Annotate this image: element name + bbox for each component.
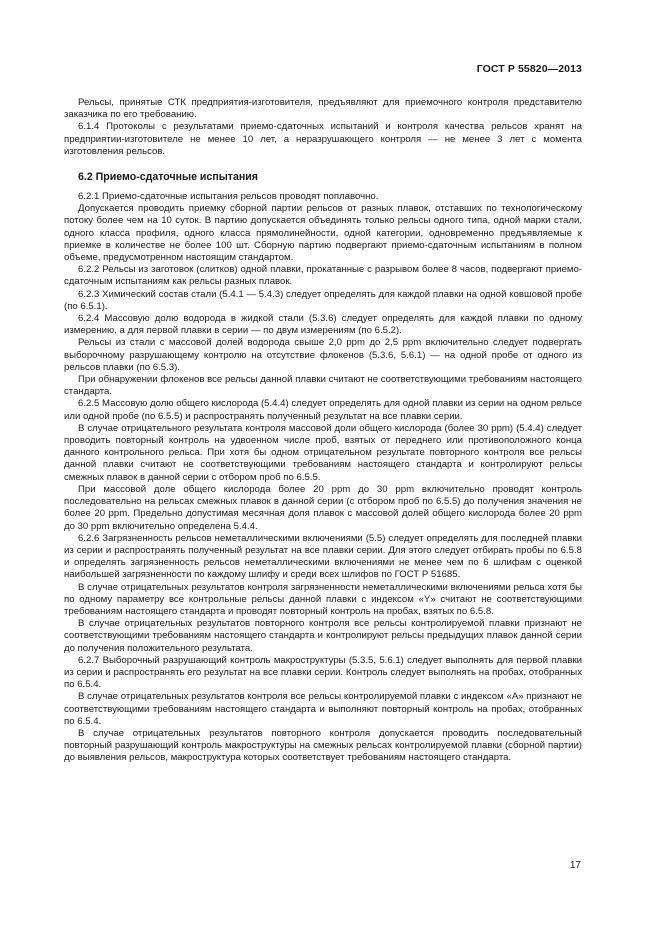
paragraph: При массовой доле общего кислорода более 20 ppm до 30 ppm включительно проводят контроль последовательно на рельсах смежных плавок в данной серии (с отбором проб по 6.5.5) до получения значения не более 20 ppm. Предельно допустимая месячная доля плавок с массовой долей общего кислорода более 20 ppm до 30 ppm включительно определена 5.4.4.	[64, 483, 582, 532]
paragraph: В случае отрицательных результатов повторного контроля все рельсы контролируемой плавки признают не соответствующими требованиям настоящего стандарта и контролируют рельсы предыдущих плавок данной серии до получения положительного результата.	[64, 618, 582, 654]
paragraph: 6.2.1 Приемо-сдаточные испытания рельсов проводят поплавочно.	[78, 191, 379, 203]
paragraph: 6.2.7 Выборочный разрушающий контроль макроструктуры (5.3.5, 5.6.1) следует выполнять для первой плавки из серии и распространять его результат на все плавки серии. Контроль следует выполнять на пробах, отобранных по 6.5.4.	[64, 654, 582, 691]
paragraph: 6.1.4 Протоколы с результатами приемо-сдаточных испытаний и контроля качества рельсов хранят на предприятии-изготовителе не менее 10 лет, а неразрушающего контроля — не менее 3 лет с момента изготовления рельсов.	[64, 121, 582, 157]
section-heading: 6.2 Приемо-сдаточные испытания	[78, 171, 258, 184]
paragraph: 6.2.3 Химический состав стали (5.4.1 — 5.4.3) следует определять для каждой плавки на одной ковшовой пробе (по 6.5.1).	[64, 288, 582, 312]
paragraph: При обнаружении флокенов все рельсы данной плавки считают не соответствующими требованиям настоящего стандарта.	[64, 374, 582, 398]
paragraph: 6.2.2 Рельсы из заготовок (слитков) одной плавки, прокатанные с разрывом более 8 часов, подвергают приемо-сдаточным испытаниям как рельсы разных плавок.	[64, 264, 582, 288]
paragraph: Допускается проводить приемку сборной партии рельсов от разных плавок, отставших по технологическому потоку более чем на 10 суток. В партию допускается объединять только рельсы одного типа, одной марки стали, одного класса профиля, одного класса прямолинейности, одной категории, одновременно предъявляемые к приемке в количестве не более 100 шт. Сборную партию подвергают приемо-сдаточным испытаниям в полном объеме, предусмотренном настоящим стандартом.	[64, 203, 582, 264]
paragraph: В случае отрицательных результатов повторного контроля допускается проводить последовательный повторный разрушающий контроль макроструктуры на смежных рельсах контролируемой плавки (сборной партии) до выявления рельсов, макроструктура которых соответствует требованиям настоящего стандарта.	[64, 727, 582, 764]
paragraph: В случае отрицательных результатов контроля загрязненности неметаллическими включениями рельса хотя бы по одному параметру все контрольные рельсы данной плавки с индексом «Y» считают не соответствующими требованиям настоящего стандарта и проводят повторный контроль на пробах, взятых по 6.5.8.	[64, 581, 582, 617]
page-number: 17	[569, 860, 581, 871]
paragraph: 6.2.5 Массовую долю общего кислорода (5.4.4) следует определять для одной плавки из серии на одном рельсе или одной пробе (по 6.5.5) и распространять полученный результат на все плавки серии.	[64, 398, 582, 422]
paragraph: Рельсы, принятые СТК предприятия-изготовителя, предъявляют для приемочного контроля представителю заказчика по его требованию.	[64, 97, 582, 121]
paragraph: В случае отрицательного результата контроля массовой доли общего кислорода (более 30 ppm) (5.4.4) следует проводить повторный контроль на удвоенном числе проб, взятых от переднего или противоположного конца данного контрольного рельса. При хотя бы одном отрицательном результате повторного контроля все рельсы данной плавки считают не соответствующими требованиям настоящего стандарта и контролируют рельсы смежных плавок в данной серии с отбором проб по 6.5.5.	[64, 422, 582, 483]
document-header-id: ГОСТ Р 55820—2013	[476, 63, 582, 75]
page-content	[64, 97, 582, 765]
paragraph: 6.2.6 Загрязненность рельсов неметаллическими включениями (5.5) следует определять для последней плавки из серии и распространять полученный результат на все плавки серии. Для этого следует отбирать пробы по 6.5.8 и определять загрязненность рельсов неметаллическими включениями не менее чем по 6 шлифам с оценкой наибольшей загрязненности по каждому шлифу и среди всех шлифов по ГОСТ Р 51685.	[64, 532, 582, 581]
paragraph: 6.2.4 Массовую долю водорода в жидкой стали (5.3.6) следует определять для каждой плавки по одному измерению, а для первой плавки в серии — по двум измерениям (по 6.5.2).	[64, 313, 582, 337]
paragraph: В случае отрицательных результатов контроля все рельсы контролируемой плавки с индексом «А» признают не соответствующими требованиям настоящего стандарта и выполняют повторный контроль на пробах, отобранных по 6.5.4.	[64, 691, 582, 727]
paragraph: Рельсы из стали с массовой долей водорода свыше 2,0 ppm до 2,5 ppm включительно следует подвергать выборочному разрушающему контролю на отсутствие флокенов (5.3.6, 5.6.1) — на одной пробе от одного из рельсов плавки (по 6.5.3).	[64, 337, 582, 373]
